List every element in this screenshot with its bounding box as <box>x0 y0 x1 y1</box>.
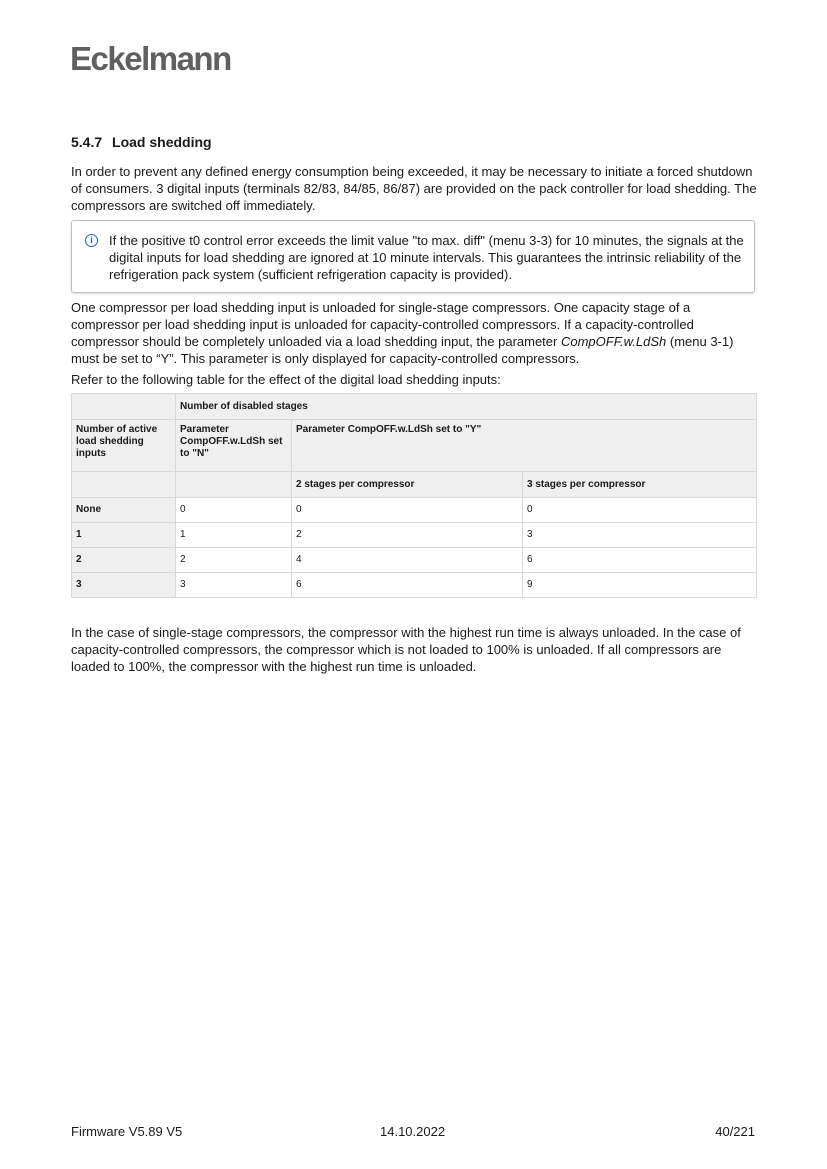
header-cell <box>176 472 292 498</box>
table-row <box>72 523 757 548</box>
param-name: CompOFF.w.LdSh <box>560 334 667 349</box>
cell: 2 <box>176 548 292 573</box>
load-shedding-table <box>71 393 757 598</box>
cell: 0 <box>176 498 292 523</box>
cell: 6 <box>292 573 523 598</box>
cell: 3 <box>523 523 757 548</box>
cell: 0 <box>292 498 523 523</box>
intro-paragraph: In order to prevent any defined energy consumption being exceeded, it may be necessary to initiate a forced shutdown of consumers. 3 digital inputs (terminals 82/83, 84/85, 86/87) are provided on the pack controller for load shedding. The compressors are switched off immediately. <box>71 164 757 213</box>
header-cell: 2 stages per compressor <box>292 472 523 498</box>
header-cell: Parameter CompOFF.w.LdSh set to "Y" <box>292 420 757 472</box>
compressor-paragraph <box>71 299 761 367</box>
cell: 4 <box>292 548 523 573</box>
para-text: (menu 3-1) must be set to “Y”. This parameter is only displayed for capacity-controlled compressors. <box>71 334 734 366</box>
table-row <box>72 548 757 573</box>
info-icon: i <box>85 234 98 247</box>
note-text: If the positive t0 control error exceeds the limit value "to max. diff" (menu 3-3) for 10 minutes, the signals at the digital inputs for load shedding are ignored at 10 minute intervals. This guarantees the intrinsic reliability of the refrigeration pack system (sufficient refrigeration capacity is provided). <box>109 233 744 282</box>
header-cell <box>72 472 176 498</box>
header-cell: Parameter CompOFF.w.LdSh set to "N" <box>176 420 292 472</box>
info-note <box>71 220 755 293</box>
row-label: 2 <box>72 548 176 573</box>
table-intro: Refer to the following table for the effect of the digital load shedding inputs: <box>71 372 501 387</box>
section-number: 5.4.7 <box>71 134 103 150</box>
eckelmann-logo: Eckelmann <box>70 40 231 77</box>
table-row <box>72 498 757 523</box>
header-cell: Number of active load shedding inputs <box>72 420 176 472</box>
row-label: 1 <box>72 523 176 548</box>
footer-date: 14.10.2022 <box>380 1124 446 1139</box>
row-label: 3 <box>72 573 176 598</box>
cell: 2 <box>292 523 523 548</box>
header-cell: 3 stages per compressor <box>523 472 757 498</box>
table-row <box>72 573 757 598</box>
footer-page-number: 40/221 <box>715 1124 755 1139</box>
footer-firmware: Firmware V5.89 V5 <box>71 1124 183 1139</box>
cell: 9 <box>523 573 757 598</box>
row-label: None <box>72 498 176 523</box>
outro-paragraph: In the case of single-stage compressors, the compressor with the highest run time is always unloaded. In the case of capacity-controlled compressors, the compressor which is not loaded to 100% is unloaded. If all compressors are loaded to 100%, the compressor with the highest run time is unloaded. <box>71 625 741 674</box>
cell: 6 <box>523 548 757 573</box>
header-cell: Number of disabled stages <box>176 394 757 420</box>
cell: 3 <box>176 573 292 598</box>
section-heading <box>71 134 212 150</box>
section-title: Load shedding <box>112 134 212 150</box>
cell: 1 <box>176 523 292 548</box>
para-text: One compressor per load shedding input is unloaded for single-stage compressors. One capacity stage of a compressor per load shedding input is unloaded for capacity-controlled compressors. If a capacity-controlled compressor should be completely unloaded via a load shedding input, the parameter <box>71 300 694 349</box>
cell: 0 <box>523 498 757 523</box>
header-cell <box>72 394 176 420</box>
